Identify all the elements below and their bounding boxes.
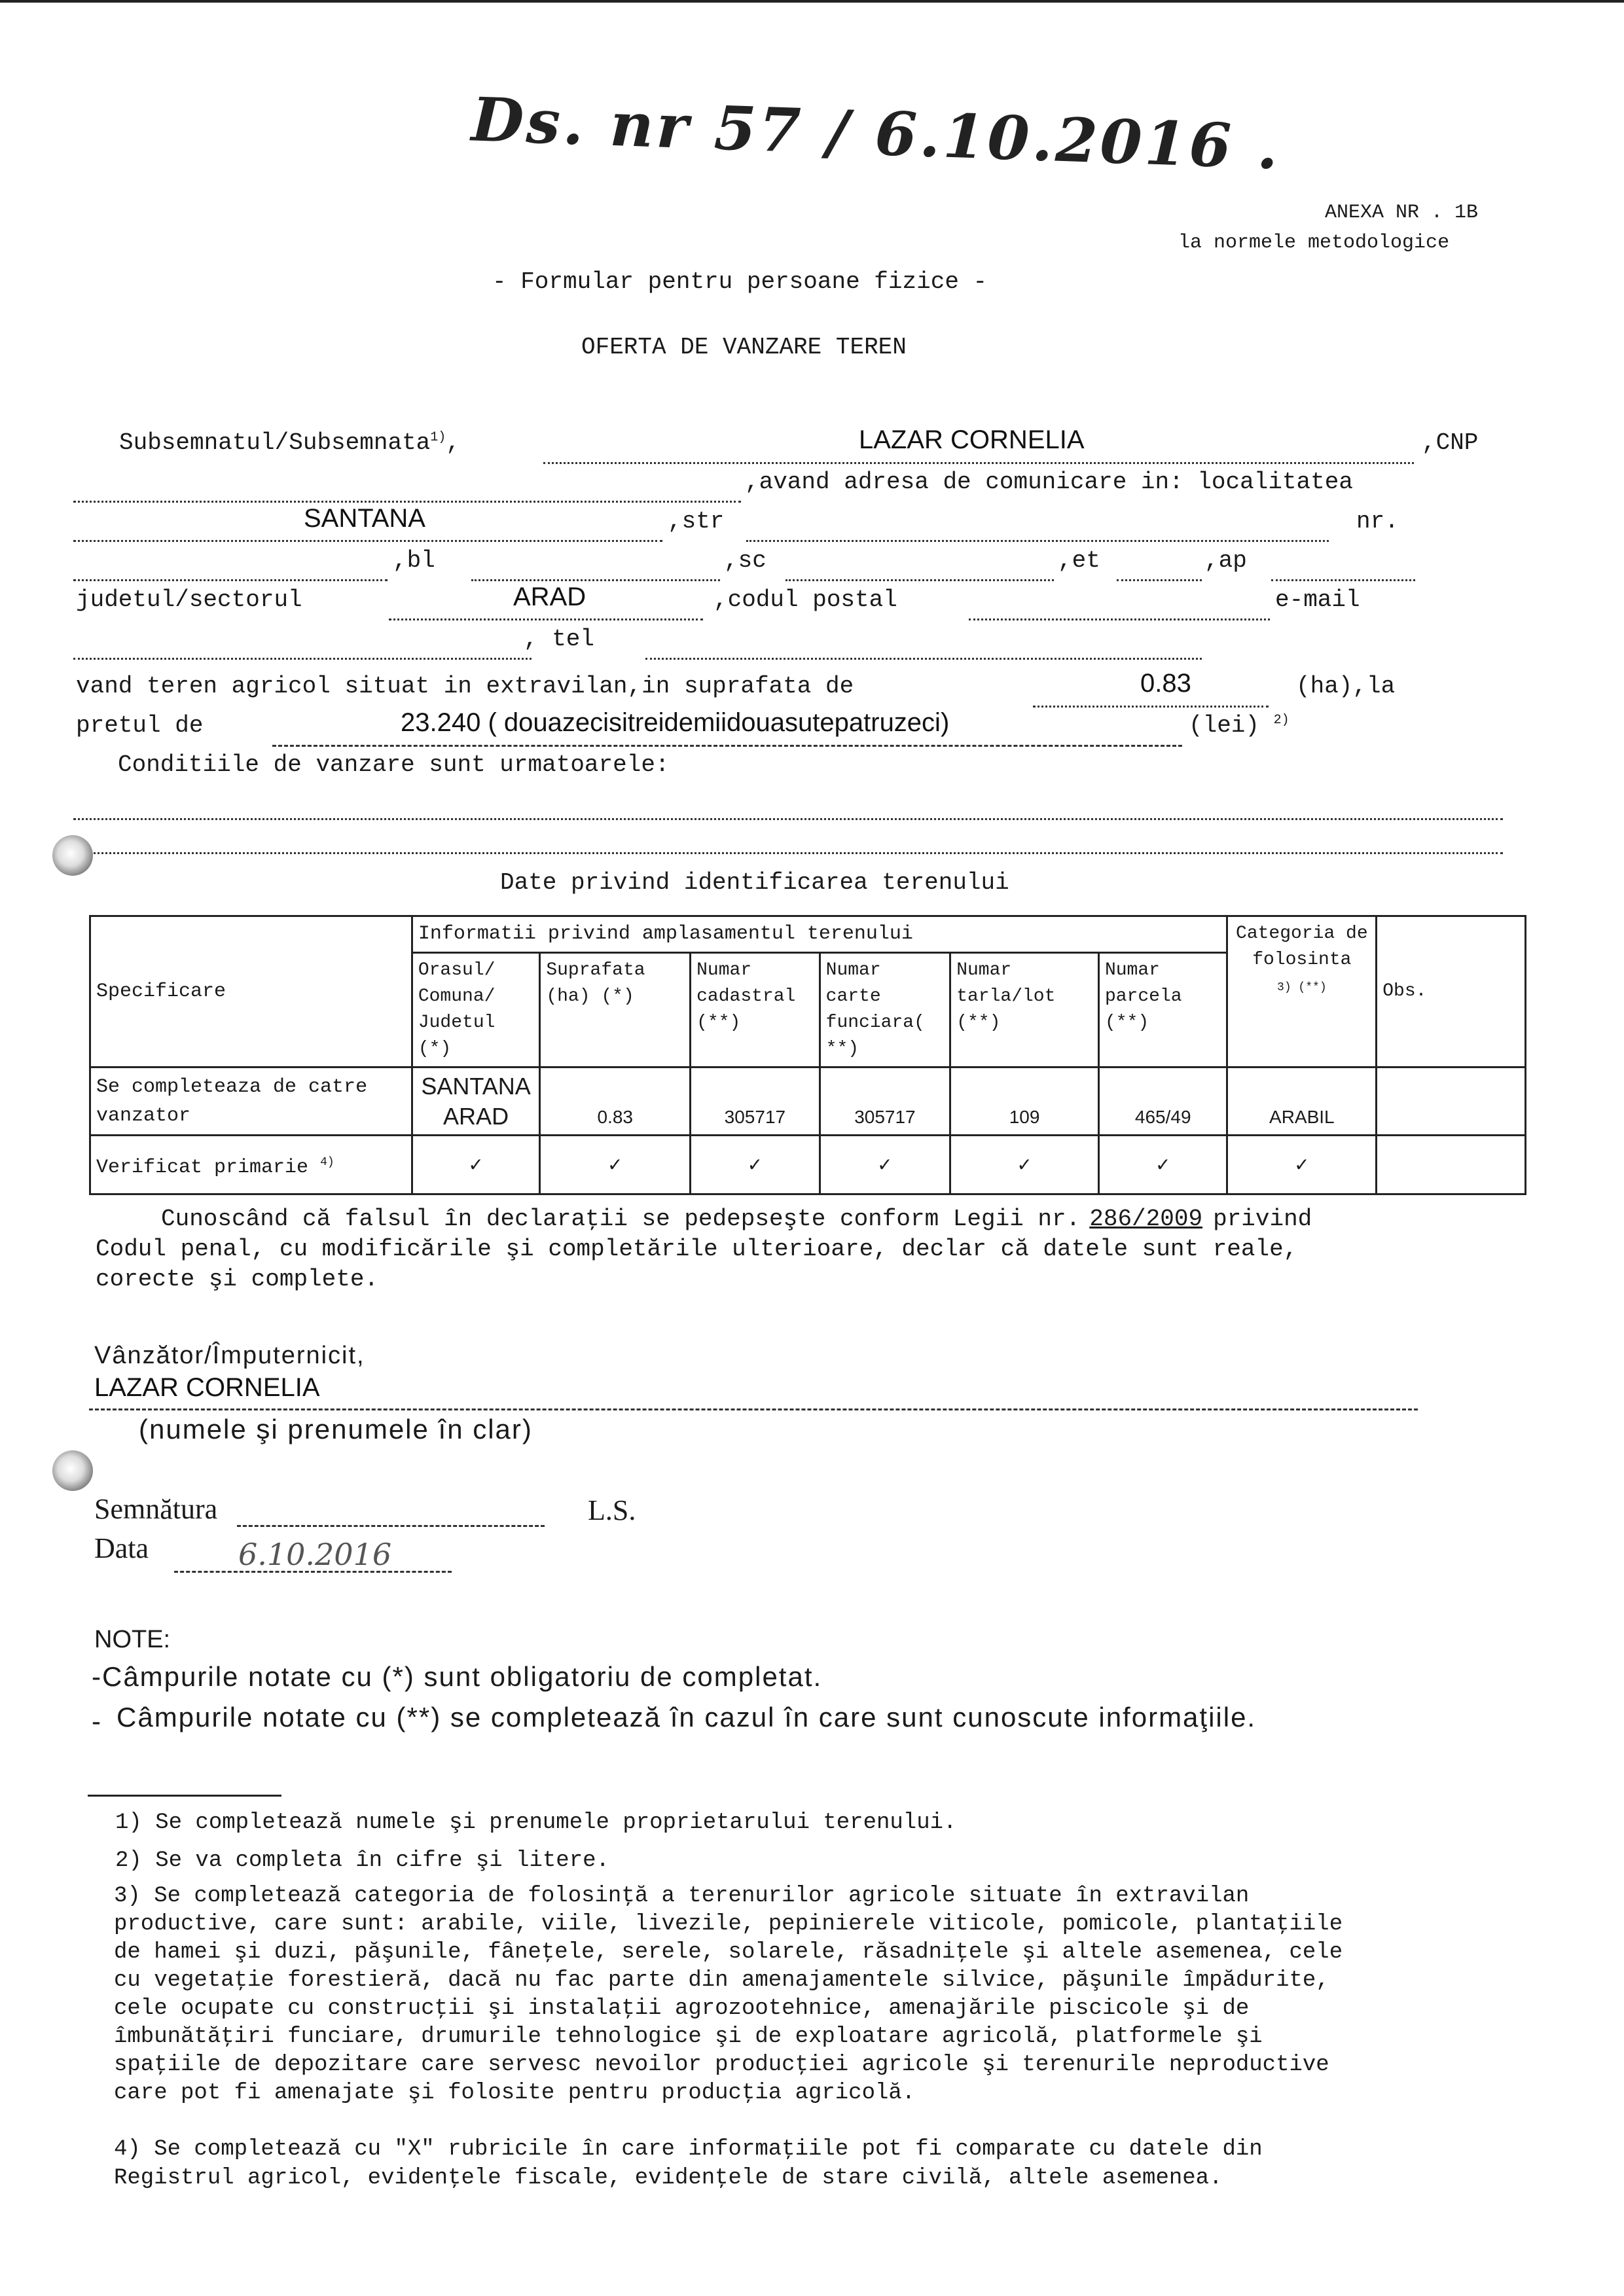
footnote-3-line: cele ocupate cu construcţii şi instalaţii agrozootehnice, amenajările piscicole şi de [114,1996,1250,2021]
page-title: OFERTA DE VANZARE TEREN [581,334,907,361]
pret-underline [272,745,1182,747]
table-row-vanzator [90,1067,1526,1136]
declaration-line-1 [161,1206,1312,1232]
check-mark-cadastral[interactable]: ✓ [691,1136,820,1194]
data-field[interactable]: 6.10.2016 [238,1537,392,1572]
cell-tarla-lot[interactable]: 109 [950,1067,1099,1136]
vand-label: vand teren agricol situat in extravilan,in suprafata de [76,673,854,700]
suprafata-field[interactable]: 0.83 [1140,669,1191,698]
footnote-ref-4: 4) [320,1155,334,1169]
address-label: ,avand adresa de comunicare in: localitatea [745,469,1353,495]
pret-field[interactable]: 23.240 ( douazecisitreidemiidouasutepatruzeci) [401,708,950,737]
check-mark-parcela[interactable]: ✓ [1098,1136,1227,1194]
email-underline [73,658,532,660]
row-label-vanzator: Se completeaza de catre vanzator [90,1067,412,1136]
conditii-underline-2 [73,852,1503,854]
col-header-tarla-lot: Numar tarla/lot (**) [950,953,1099,1067]
notes-title: NOTE: [94,1626,171,1653]
seller-name-field[interactable]: LAZAR CORNELIA [859,425,1085,454]
col-header-suprafata: Suprafata (ha) (*) [540,953,691,1067]
header-categoria-note: 3) (**) [1277,981,1327,994]
footnote-4-line: 4) Se completează cu "X" rubricile în care informaţiile pot fi comparate cu datele din [114,2137,1263,2162]
footnote-4 [114,2135,1263,2193]
ap-label: ,ap [1204,547,1247,574]
footnote-2: 2) Se va completa în cifre şi litere. [115,1848,609,1873]
lei-text: (lei) [1189,712,1260,739]
lei-label [1189,712,1290,739]
cell-cadastral[interactable]: 305717 [691,1067,820,1136]
str-label: ,str [668,508,725,535]
annex-number: ANEXA NR . 1B [1325,202,1479,224]
check-mark-suprafata[interactable]: ✓ [540,1136,691,1194]
header-obs-text: Obs. [1382,981,1427,1001]
sc-underline [785,579,1054,581]
scan-top-edge [0,0,1624,3]
row-label-verificat-text: Verificat primarie [96,1156,309,1179]
cell-obs[interactable] [1377,1067,1526,1136]
header-categoria-text: Categoria de folosinta [1236,924,1368,970]
col-header-cadastral: Numar cadastral (**) [691,953,820,1067]
row-label-verificat [90,1136,412,1194]
header-informatii [412,916,1227,953]
cell-obs-verificat[interactable] [1377,1136,1526,1194]
header-obs [1377,916,1526,1067]
subsemnatul-label [119,429,460,456]
semnatura-line[interactable] [237,1525,545,1527]
localitate-underline [73,540,662,542]
law-number: 286/2009 [1089,1206,1203,1232]
suprafata-underline [1033,706,1269,708]
footnote-1: 1) Se completează numele şi prenumele proprietarului terenului. [115,1810,957,1835]
check-mark-categoria[interactable]: ✓ [1227,1136,1377,1194]
table-row-verificat [90,1136,1526,1194]
table-section-title: Date privind identificarea terenului [500,869,1009,896]
check-mark-tarla-lot[interactable]: ✓ [950,1136,1099,1194]
ha-label: (ha),la [1296,673,1396,700]
declaration-text-1-end: privind [1213,1206,1312,1232]
conditii-underline-1 [73,818,1503,820]
header-informatii-text: Informatii privind amplasamentul terenului [418,923,913,945]
cell-suprafata[interactable]: 0.83 [540,1067,691,1136]
footnote-3-line: cu vegetaţie forestieră, dacă nu fac parte din amenajamentele silvice, păşunile împădurite, [114,1968,1329,1993]
cell-localitate[interactable] [412,1067,540,1136]
bl-label: ,bl [393,547,435,574]
bl-underline [471,579,720,581]
vanzator-name-underline [89,1408,1418,1410]
handwritten-registration: Ds. nr 57 / 6.10.2016 . [470,84,1282,183]
form-type: - Formular pentru persoane fizice - [492,268,988,295]
ap-underline [1271,579,1415,581]
footnote-3-line: îmbunătăţiri funciare, drumurile tehnologice şi de exploatare agricolă, platformele şi [114,2024,1263,2049]
col-header-parcela: Numar parcela (**) [1098,953,1227,1067]
cnp-label: ,CNP [1422,429,1479,456]
punch-hole-bottom [52,1450,93,1491]
clar-label: (numele şi prenumele în clar) [139,1414,533,1444]
cell-localitate-line1: SANTANA [421,1073,531,1100]
footnote-ref-1: 1) [430,430,446,445]
punch-hole-top [52,835,93,876]
tel-label: , tel [524,626,595,653]
footnote-3-line: spaţiile de depozitare care servesc nevoilor producţiei agricole şi terenurile neproductive [114,2053,1329,2077]
et-label: ,et [1058,547,1100,574]
footnote-3-line: productive, care sunt: arabile, viile, livezile, pepinierele viticole, pomicole, plantaţiile [114,1912,1343,1937]
footnote-3 [114,1882,1343,2108]
check-mark-localitate[interactable]: ✓ [412,1136,540,1194]
subsemnatul-text: Subsemnatul/Subsemnata [119,429,431,456]
cell-localitate-line2: ARAD [443,1103,509,1130]
footnote-3-line: de hamei şi duzi, păşunile, fâneţele, serele, solarele, răsadniţele şi altele asemenea, cele [114,1940,1343,1965]
declaration-line-3: corecte şi complete. [96,1266,379,1293]
header-specificare-text: Specificare [96,980,226,1003]
annex-subtitle: la normele metodologice [1178,232,1450,254]
ls-label: L.S. [588,1494,636,1526]
land-identification-table [89,915,1526,1195]
judet-underline [389,619,703,620]
note-2-dash: - [92,1706,101,1736]
conditii-label: Conditiile de vanzare sunt urmatoarele: [118,751,670,778]
judet-label: judetul/sectorul [76,586,302,613]
vanzator-name-field[interactable]: LAZAR CORNELIA [94,1373,320,1402]
et-underline [1117,579,1202,581]
footnote-ref-2: 2) [1273,713,1290,728]
nr-label: nr. [1356,508,1399,535]
comma: , [446,429,460,456]
footnote-separator [88,1795,281,1797]
note-2: Câmpurile notate cu (**) se completează în cazul în care sunt cunoscute informaţiile. [117,1702,1257,1732]
localitate-field[interactable]: SANTANA [304,504,425,533]
cnp-underline [73,501,741,503]
tel-underline [645,658,1202,660]
declaration-text-1: Cunoscând că falsul în declaraţii se pedepseşte conform Legii nr. [161,1206,1081,1232]
str-underline [746,540,1329,542]
semnatura-label: Semnătura [94,1493,218,1525]
declaration-line-2: Codul penal, cu modificările şi completările ulterioare, declar că datele sunt reale, [96,1236,1298,1263]
sc-label: ,sc [724,547,767,574]
judet-field[interactable]: ARAD [513,583,586,611]
cell-parcela[interactable]: 465/49 [1098,1067,1227,1136]
check-mark-carte-funciara[interactable]: ✓ [820,1136,950,1194]
header-specificare [90,916,412,1067]
email-label: e-mail [1275,586,1360,613]
nr-underline [73,579,388,581]
footnote-3-line: care pot fi amenajate şi folosite pentru producţia agricolă. [114,2081,916,2106]
footnote-3-line: 3) Se completează categoria de folosinţă a terenurilor agricole situate în extravilan [114,1884,1250,1909]
name-underline [543,462,1414,464]
col-header-oras: Orasul/ Comuna/ Judetul (*) [412,953,540,1067]
pret-label: pretul de [76,712,204,739]
data-label: Data [94,1532,149,1564]
vanzator-label: Vânzător/Împuternicit, [94,1342,365,1369]
cell-carte-funciara[interactable]: 305717 [820,1067,950,1136]
cell-categoria[interactable]: ARABIL [1227,1067,1377,1136]
header-categoria [1227,916,1377,1067]
footnote-4-line: Registrul agricol, evidenţele fiscale, evidenţele de stare civilă, altele asemenea. [114,2166,1223,2191]
note-1: -Câmpurile notate cu (*) sunt obligatoriu de completat. [92,1661,823,1692]
col-header-carte-funciara: Numar carte funciara( **) [820,953,950,1067]
cod-postal-underline [969,619,1270,620]
cod-postal-label: ,codul postal [713,586,897,613]
